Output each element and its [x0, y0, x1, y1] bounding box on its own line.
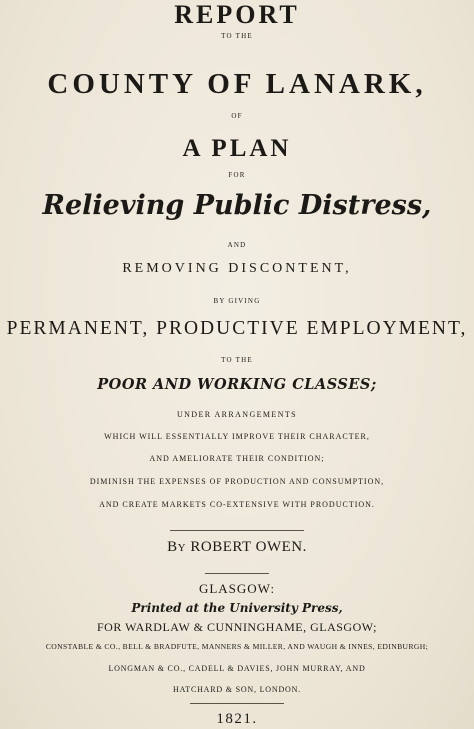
title-removing: REMOVING DISCONTENT,	[122, 261, 352, 276]
subtitle-diminish: DIMINISH THE EXPENSES OF PRODUCTION AND CONSUMPTION,	[89, 477, 385, 486]
author-line: By ROBERT OWEN.	[167, 539, 307, 555]
imprint-longman: LONGMAN & CO., CADELL & DAVIES, JOHN MURRAY, AND	[108, 664, 366, 673]
title-report: REPORT	[174, 0, 300, 29]
imprint-year: 1821.	[216, 711, 258, 727]
imprint-city: GLASGOW:	[198, 581, 276, 596]
imprint-printer: Printed at the University Press,	[131, 601, 343, 615]
connector-of: OF	[231, 112, 243, 120]
divider-rule	[190, 703, 284, 704]
connector-to-the: TO THE	[221, 32, 253, 40]
title-county: COUNTY OF LANARK,	[47, 68, 427, 100]
subtitle-ameliorate: AND AMELIORATE THEIR CONDITION;	[149, 454, 325, 463]
title-relieving: Relieving Public Distress,	[42, 190, 432, 221]
subtitle-under: UNDER ARRANGEMENTS	[176, 410, 298, 419]
imprint-hatchard: HATCHARD & SON, LONDON.	[173, 685, 301, 694]
connector-for: FOR	[228, 171, 246, 179]
connector-and: AND	[227, 241, 247, 249]
subtitle-create: AND CREATE MARKETS CO-EXTENSIVE WITH PRODUCTION.	[99, 500, 375, 509]
imprint-wardlaw: FOR WARDLAW & CUNNINGHAME, GLASGOW;	[97, 620, 377, 634]
divider-rule	[205, 573, 269, 574]
title-permanent: PERMANENT, PRODUCTIVE EMPLOYMENT,	[6, 318, 468, 339]
divider-rule	[170, 530, 304, 531]
title-plan: A PLAN	[182, 135, 292, 162]
connector-by-giving: BY GIVING	[213, 297, 261, 305]
imprint-constable: CONSTABLE & CO., BELL & BRADFUTE, MANNERS & MILLER, AND WAUGH & INNES, EDINBURGH;	[45, 642, 429, 651]
title-poor: POOR AND WORKING CLASSES;	[97, 376, 377, 393]
connector-to-the-2: TO THE	[221, 356, 253, 364]
subtitle-which: WHICH WILL ESSENTIALLY IMPROVE THEIR CHARACTER,	[104, 432, 370, 441]
